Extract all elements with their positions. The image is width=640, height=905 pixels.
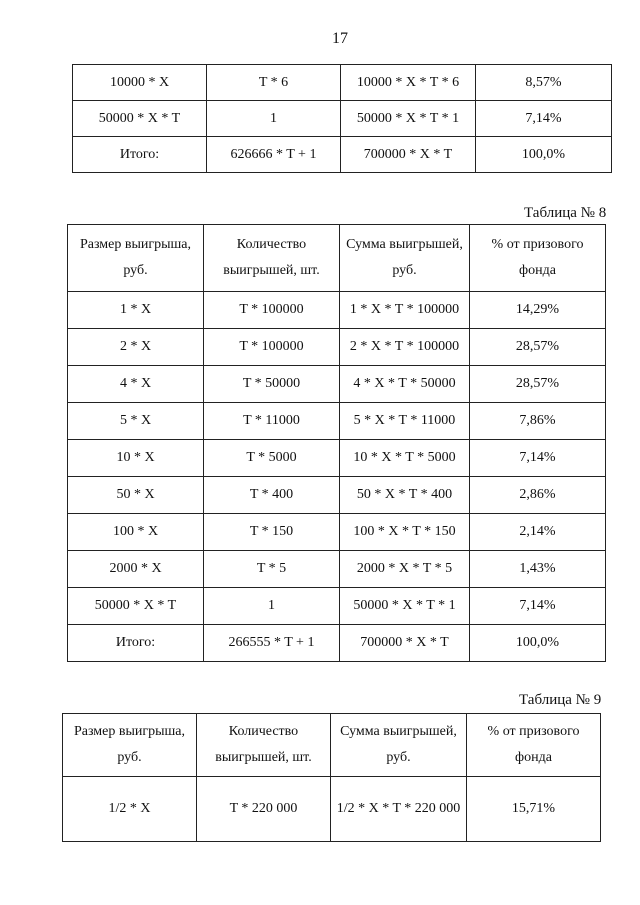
table-cell: T * 220 000 <box>197 777 331 842</box>
table-cell: 4 * X * T * 50000 <box>340 366 470 403</box>
table-cell: 7,14% <box>476 101 612 137</box>
table-row <box>68 366 606 403</box>
table-cell: 28,57% <box>470 366 606 403</box>
column-header: % от призового фонда <box>470 225 606 292</box>
prize-table-8 <box>67 224 606 662</box>
table-row <box>68 329 606 366</box>
table-cell: 8,57% <box>476 65 612 101</box>
table-cell: 1 * X * T * 100000 <box>340 292 470 329</box>
table-cell: 2000 * X <box>68 551 204 588</box>
table-cell: 7,14% <box>470 588 606 625</box>
table-row <box>68 551 606 588</box>
table-cell: 2,86% <box>470 477 606 514</box>
table-cell: 5 * X * T * 11000 <box>340 403 470 440</box>
table-cell: 100 * X * T * 150 <box>340 514 470 551</box>
table-cell: T * 150 <box>204 514 340 551</box>
table-cell: 50000 * X * T * 1 <box>341 101 476 137</box>
table-cell: 266555 * T + 1 <box>204 625 340 662</box>
table-cell: 10000 * X <box>73 65 207 101</box>
table-cell: 10 * X * T * 5000 <box>340 440 470 477</box>
table-cell: 50000 * X * T <box>73 101 207 137</box>
table-row <box>68 403 606 440</box>
table-9-caption: Таблица № 9 <box>519 692 602 708</box>
table-cell: T * 400 <box>204 477 340 514</box>
column-header: % от призового фонда <box>467 714 601 777</box>
table-cell: T * 5 <box>204 551 340 588</box>
prize-table-continued <box>72 64 612 173</box>
table-cell: T * 11000 <box>204 403 340 440</box>
table-header-row <box>63 714 601 777</box>
table-cell: 1,43% <box>470 551 606 588</box>
table-cell: 1/2 * X * T * 220 000 <box>331 777 467 842</box>
table-cell: 626666 * T + 1 <box>207 137 341 173</box>
table-header-row <box>68 225 606 292</box>
column-header: Количество выигрышей, шт. <box>197 714 331 777</box>
table-row <box>68 477 606 514</box>
column-header: Размер выигрыша, руб. <box>63 714 197 777</box>
table-cell: 15,71% <box>467 777 601 842</box>
table-cell: 14,29% <box>470 292 606 329</box>
table-cell: 50000 * X * T * 1 <box>340 588 470 625</box>
table-cell: 50 * X <box>68 477 204 514</box>
table-cell: 2 * X <box>68 329 204 366</box>
column-header: Размер выигрыша, руб. <box>68 225 204 292</box>
page-number: 17 <box>332 30 348 47</box>
table-cell: 4 * X <box>68 366 204 403</box>
table-cell: 2000 * X * T * 5 <box>340 551 470 588</box>
table-row <box>73 101 612 137</box>
table-cell: 100 * X <box>68 514 204 551</box>
table-cell: 100,0% <box>476 137 612 173</box>
table-row <box>68 292 606 329</box>
table-row <box>63 777 601 842</box>
table-cell: 28,57% <box>470 329 606 366</box>
table-row <box>68 514 606 551</box>
table-cell: 10000 * X * T * 6 <box>341 65 476 101</box>
table-cell: T * 6 <box>207 65 341 101</box>
table-cell: T * 100000 <box>204 292 340 329</box>
table-cell: 100,0% <box>470 625 606 662</box>
table-cell: 7,86% <box>470 403 606 440</box>
table-cell: Итого: <box>68 625 204 662</box>
table-cell: 50 * X * T * 400 <box>340 477 470 514</box>
table-row <box>73 65 612 101</box>
table-cell: 1/2 * X <box>63 777 197 842</box>
table-cell: 7,14% <box>470 440 606 477</box>
table-cell: 700000 * X * T <box>340 625 470 662</box>
table-cell: 50000 * X * T <box>68 588 204 625</box>
table-cell: T * 5000 <box>204 440 340 477</box>
column-header: Сумма выигрышей, руб. <box>340 225 470 292</box>
table-cell: 10 * X <box>68 440 204 477</box>
table-8-caption: Таблица № 8 <box>524 205 607 221</box>
table-cell: 2,14% <box>470 514 606 551</box>
table-cell: T * 50000 <box>204 366 340 403</box>
table-total-row <box>68 625 606 662</box>
table-total-row <box>73 137 612 173</box>
table-cell: 1 <box>207 101 341 137</box>
table-row <box>68 588 606 625</box>
table-cell: 700000 * X * T <box>341 137 476 173</box>
table-cell: 1 * X <box>68 292 204 329</box>
column-header: Сумма выигрышей, руб. <box>331 714 467 777</box>
table-cell: 2 * X * T * 100000 <box>340 329 470 366</box>
table-cell: 5 * X <box>68 403 204 440</box>
column-header: Количество выигрышей, шт. <box>204 225 340 292</box>
table-cell: T * 100000 <box>204 329 340 366</box>
table-row <box>68 440 606 477</box>
table-cell: 1 <box>204 588 340 625</box>
table-cell: Итого: <box>73 137 207 173</box>
prize-table-9 <box>62 713 601 842</box>
